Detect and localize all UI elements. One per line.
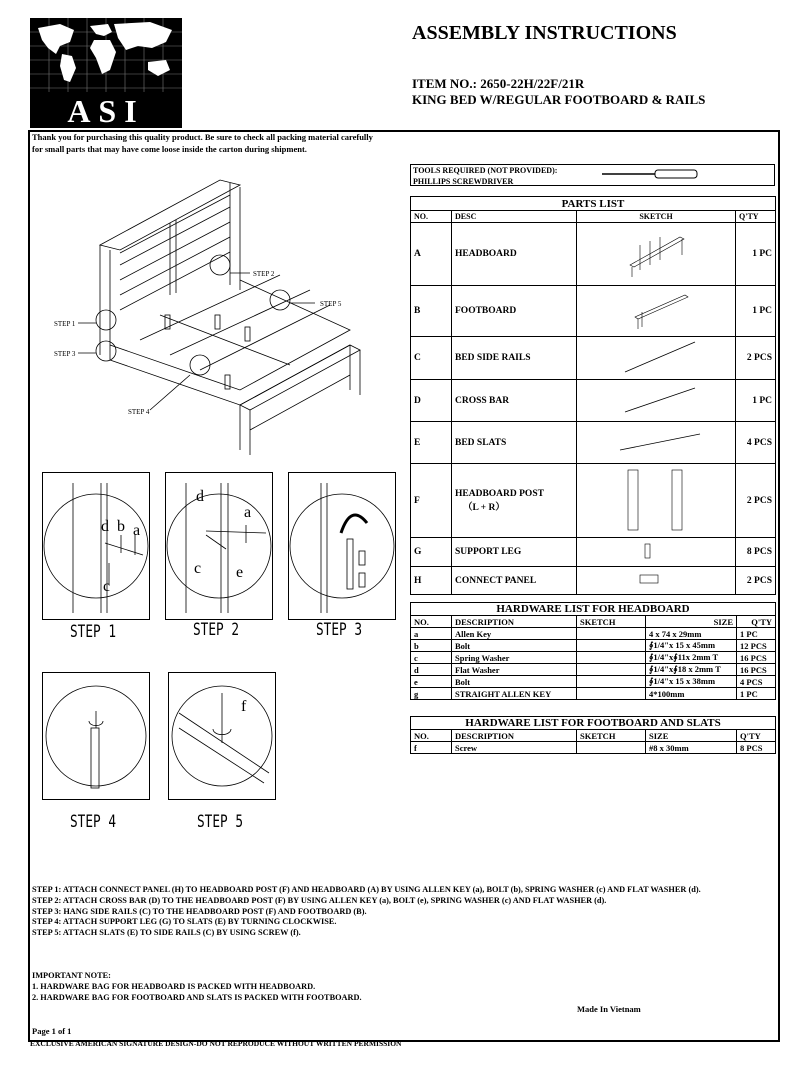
table-row	[411, 286, 776, 337]
table-cell	[577, 652, 646, 664]
step-text-1: STEP 1: ATTACH CONNECT PANEL (H) TO HEADBOARD POST (F) AND HEADBOARD (A) BY USING ALLEN KEY (a), BOLT (b), SPRING WASHER (c) AND FLAT WASHER (d).	[32, 885, 701, 894]
table-cell: HEADBOARD POST （L + R）	[452, 464, 577, 538]
table-cell: Q'TY	[737, 730, 776, 742]
table-cell: G	[411, 538, 452, 567]
table-row	[411, 742, 776, 754]
callout-step-3: STEP 3	[54, 350, 76, 358]
sketch-footboard	[577, 286, 736, 337]
tools-line-1: TOOLS REQUIRED (NOT PROVIDED):	[413, 166, 558, 175]
table-cell: 12 PCS	[737, 640, 776, 652]
page-title: ASSEMBLY INSTRUCTIONS	[412, 22, 677, 44]
important-line-1: 1. HARDWARE BAG FOR HEADBOARD IS PACKED WITH HEADBOARD.	[32, 982, 316, 991]
step-5-detail	[168, 672, 276, 800]
step-2-label: STEP 2	[193, 620, 240, 640]
important-note	[32, 970, 362, 1003]
asi-logo	[30, 18, 182, 128]
parts-col-desc: DESC	[452, 211, 577, 223]
step-text-2: STEP 2: ATTACH CROSS BAR (D) TO THE HEADBOARD POST (F) BY USING ALLEN KEY (a), BOLT (e), SPRING WASHER (c) AND FLAT WASHER (d).	[32, 895, 607, 905]
table-cell: H	[411, 567, 452, 595]
table-cell: 1 PC	[736, 380, 776, 422]
letter-d-2: d	[196, 488, 204, 505]
table-cell: 1 PC	[736, 286, 776, 337]
table-cell: 8 PCS	[737, 742, 776, 754]
table-cell: SKETCH	[577, 616, 646, 628]
table-cell: ∮1/4"x 15 x 38mm	[646, 676, 737, 688]
important-title: IMPORTANT NOTE:	[32, 971, 111, 980]
table-cell: 4 PCS	[736, 422, 776, 464]
parts-list-table	[410, 196, 776, 595]
table-cell: Spring Washer	[452, 652, 577, 664]
sketch-rails	[577, 337, 736, 380]
table-cell: f	[411, 742, 452, 754]
step-5-label: STEP 5	[197, 812, 244, 832]
table-cell: g	[411, 688, 452, 700]
letter-f: f	[241, 698, 247, 715]
table-cell: 2 PCS	[736, 337, 776, 380]
callout-step-2: STEP 2	[253, 270, 275, 278]
table-cell: b	[411, 640, 452, 652]
intro-line-2: for small parts that may have come loose inside the carton during shipment.	[32, 144, 307, 154]
callout-step-1: STEP 1	[54, 320, 76, 328]
table-cell: Flat Washer	[452, 664, 577, 676]
table-cell: CROSS BAR	[452, 380, 577, 422]
table-cell: SKETCH	[577, 730, 646, 742]
table-cell: ∮1/4"x 15 x 45mm	[646, 640, 737, 652]
letter-c-2: c	[194, 560, 202, 577]
table-cell: 1 PC	[737, 688, 776, 700]
sketch-slats	[577, 422, 736, 464]
table-row	[411, 567, 776, 595]
table-row	[411, 628, 776, 640]
table-cell: HEADBOARD	[452, 223, 577, 286]
step-3-label: STEP 3	[316, 620, 363, 640]
table-cell: NO.	[411, 730, 452, 742]
intro-text	[32, 131, 412, 155]
table-row	[411, 223, 776, 286]
step-text-5: STEP 5: ATTACH SLATS (E) TO SIDE RAILS (C) BY USING SCREW (f).	[32, 928, 301, 938]
table-cell: ∮1/4"x∮18 x 2mm T	[646, 664, 737, 676]
table-cell: Q'TY	[737, 616, 776, 628]
letter-d: d	[101, 518, 109, 535]
table-cell: 2 PCS	[736, 464, 776, 538]
sketch-panel	[577, 567, 736, 595]
table-cell: Bolt	[452, 640, 577, 652]
table-cell: A	[411, 223, 452, 286]
table-cell: DESCRIPTION	[452, 616, 577, 628]
table-cell: e	[411, 676, 452, 688]
table-cell	[577, 742, 646, 754]
table-row	[411, 422, 776, 464]
table-cell	[577, 640, 646, 652]
table-cell: NO.	[411, 616, 452, 628]
table-cell: 16 PCS	[737, 652, 776, 664]
table-cell	[577, 688, 646, 700]
logo-text: ASI	[67, 93, 145, 128]
sketch-posts	[577, 464, 736, 538]
step-4-label: STEP 4	[70, 812, 117, 832]
table-row	[411, 664, 776, 676]
callout-step-4: STEP 4	[128, 408, 150, 416]
letter-a-2: a	[244, 504, 252, 521]
page-number: Page 1 of 1	[32, 1026, 72, 1036]
sketch-crossbar	[577, 380, 736, 422]
letter-b: b	[117, 518, 125, 535]
table-row	[411, 337, 776, 380]
table-cell: a	[411, 628, 452, 640]
table-cell: 8 PCS	[736, 538, 776, 567]
table-cell	[577, 676, 646, 688]
hardware-headboard-title: HARDWARE LIST FOR HEADBOARD	[411, 603, 776, 616]
step-text-4: STEP 4: ATTACH SUPPORT LEG (G) TO SLATS (E) BY TURNING CLOCKWISE.	[32, 917, 337, 927]
table-cell: c	[411, 652, 452, 664]
step-1-detail	[42, 472, 150, 620]
table-row	[411, 652, 776, 664]
table-cell: CONNECT PANEL	[452, 567, 577, 595]
tools-line-2: PHILLIPS SCREWDRIVER	[413, 177, 514, 186]
table-row	[411, 640, 776, 652]
assembly-steps	[32, 885, 701, 939]
footer-notice: EXCLUSIVE AMERICAN SIGNATURE DESIGN-DO NOT REPRODUCE WITHOUT WRITTEN PERMISSION	[30, 1039, 402, 1048]
table-cell: SIZE	[646, 730, 737, 742]
callout-step-5: STEP 5	[320, 300, 342, 308]
letter-e: e	[236, 564, 244, 581]
sketch-leg	[577, 538, 736, 567]
hardware-footboard-title: HARDWARE LIST FOR FOOTBOARD AND SLATS	[411, 717, 776, 730]
tools-required	[410, 164, 775, 186]
table-cell: E	[411, 422, 452, 464]
table-cell: BED SIDE RAILS	[452, 337, 577, 380]
step-text-3: STEP 3: HANG SIDE RAILS (C) TO THE HEADBOARD POST (F) AND FOOTBOARD (B).	[32, 906, 367, 916]
table-row	[411, 464, 776, 538]
letter-a: a	[133, 522, 141, 539]
step-3-detail	[288, 472, 396, 620]
step-4-detail	[42, 672, 150, 800]
table-cell: F	[411, 464, 452, 538]
table-cell: SIZE	[646, 616, 737, 628]
table-cell: STRAIGHT ALLEN KEY	[452, 688, 577, 700]
table-cell: 4*100mm	[646, 688, 737, 700]
table-cell: 4 PCS	[737, 676, 776, 688]
table-cell: #8 x 30mm	[646, 742, 737, 754]
item-description: KING BED W/REGULAR FOOTBOARD & RAILS	[412, 92, 706, 107]
step-1-label: STEP 1	[70, 622, 117, 642]
table-cell: Allen Key	[452, 628, 577, 640]
table-cell: FOOTBOARD	[452, 286, 577, 337]
hardware-footboard-table	[410, 716, 776, 754]
parts-col-qty: Q'TY	[736, 211, 776, 223]
sketch-headboard	[577, 223, 736, 286]
parts-list-title: PARTS LIST	[411, 197, 776, 211]
screwdriver-icon	[600, 168, 700, 180]
table-cell: D	[411, 380, 452, 422]
table-cell: 4 x 74 x 29mm	[646, 628, 737, 640]
step-2-detail	[165, 472, 273, 620]
table-row	[411, 538, 776, 567]
table-cell: Screw	[452, 742, 577, 754]
table-cell: d	[411, 664, 452, 676]
important-line-2: 2. HARDWARE BAG FOR FOOTBOARD AND SLATS IS PACKED WITH FOOTBOARD.	[32, 993, 362, 1002]
table-cell: ∮1/4"x∮11x 2mm T	[646, 652, 737, 664]
table-cell: 2 PCS	[736, 567, 776, 595]
table-cell: BED SLATS	[452, 422, 577, 464]
table-cell: 1 PC	[736, 223, 776, 286]
hardware-headboard-table	[410, 602, 776, 700]
parts-col-sketch: SKETCH	[577, 211, 736, 223]
table-cell: DESCRIPTION	[452, 730, 577, 742]
parts-col-no: NO.	[411, 211, 452, 223]
table-row	[411, 380, 776, 422]
item-number: ITEM NO.: 2650-22H/22F/21R	[412, 76, 585, 91]
table-cell: C	[411, 337, 452, 380]
table-cell: B	[411, 286, 452, 337]
table-row	[411, 688, 776, 700]
table-cell: SUPPORT LEG	[452, 538, 577, 567]
letter-c: c	[103, 578, 111, 595]
table-cell: 16 PCS	[737, 664, 776, 676]
table-cell	[577, 664, 646, 676]
table-row	[411, 676, 776, 688]
made-in: Made In Vietnam	[577, 1004, 641, 1014]
bed-exploded-diagram	[40, 165, 380, 465]
table-cell	[577, 628, 646, 640]
table-cell: Bolt	[452, 676, 577, 688]
table-cell: 1 PC	[737, 628, 776, 640]
intro-line-1: Thank you for purchasing this quality product. Be sure to check all packing material carefully	[32, 132, 373, 142]
